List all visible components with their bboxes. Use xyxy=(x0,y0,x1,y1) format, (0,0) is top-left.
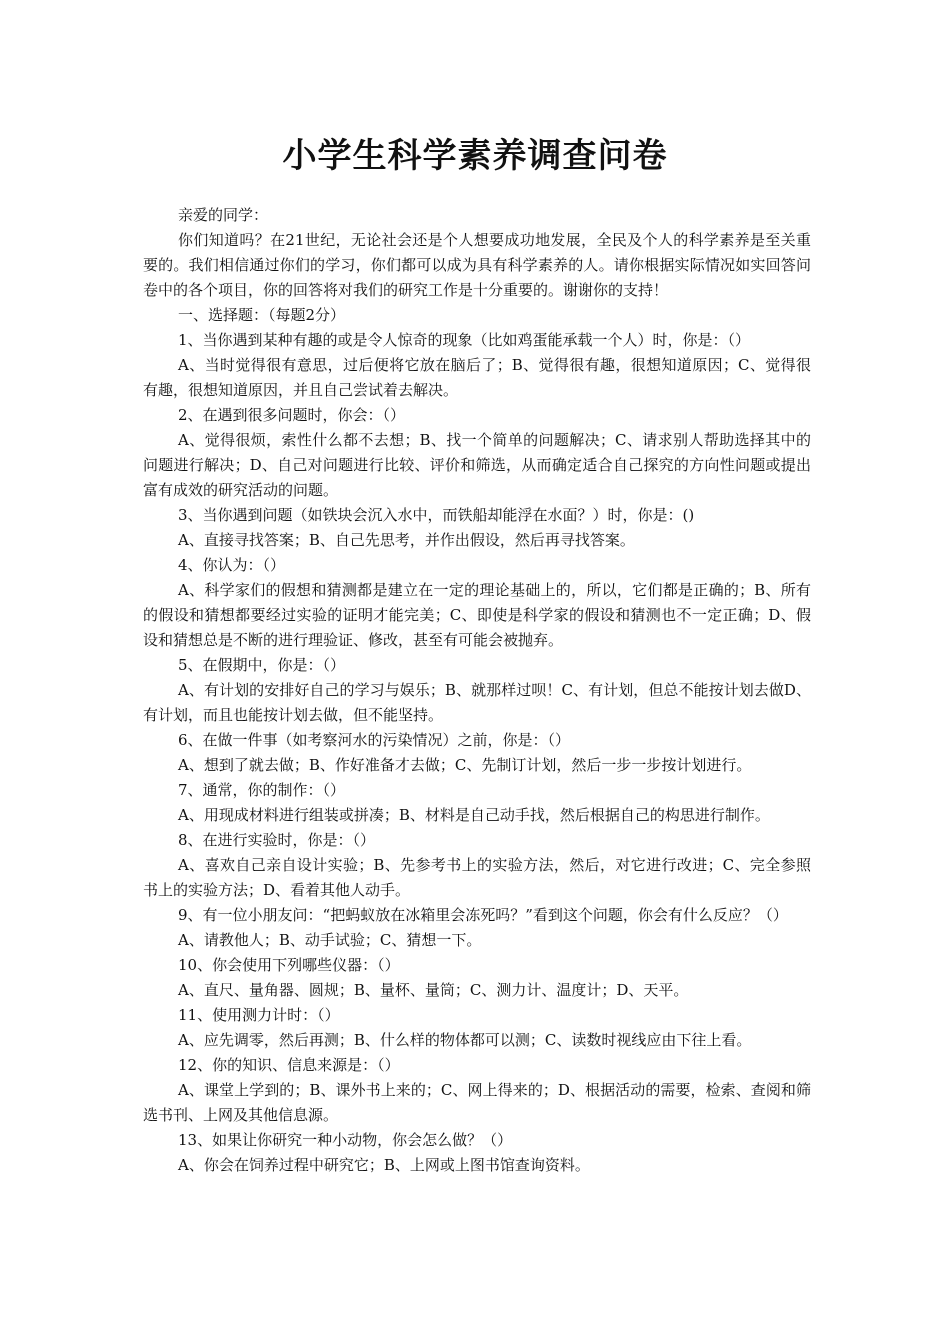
options-1: A、当时觉得很有意思，过后便将它放在脑后了；B、觉得很有趣，很想知道原因；C、觉得很有趣，很想知道原因，并且自己尝试着去解决。 xyxy=(143,356,811,399)
document-body xyxy=(143,203,811,1178)
options-2: A、觉得很烦，索性什么都不去想；B、找一个简单的问题解决；C、请求别人帮助选择其中的问题进行解决；D、自己对问题进行比较、评价和筛选，从而确定适合自己探究的方向性问题或提出富有成效的研究活动的问题。 xyxy=(143,431,811,499)
question-13: 13、如果让你研究一种小动物，你会怎么做？（） xyxy=(178,1131,513,1149)
question-2: 2、在遇到很多问题时，你会：（） xyxy=(178,406,406,424)
question-5: 5、在假期中，你是：（） xyxy=(178,656,346,674)
question-11: 11、使用测力计时：（） xyxy=(178,1006,340,1024)
options-7: A、用现成材料进行组装或拼凑；B、材料是自己动手找，然后根据自己的构思进行制作。 xyxy=(178,806,770,824)
question-7: 7、通常，你的制作：（） xyxy=(178,781,346,799)
question-1: 1、当你遇到某种有趣的或是令人惊奇的现象（比如鸡蛋能承载一个人）时，你是：（） xyxy=(178,331,751,349)
options-10: A、直尺、量角器、圆规；B、量杯、量筒；C、测力计、温度计；D、天平。 xyxy=(178,981,689,999)
options-6: A、想到了就去做；B、作好准备才去做；C、先制订计划，然后一步一步按计划进行。 xyxy=(178,756,752,774)
question-10: 10、你会使用下列哪些仪器：（） xyxy=(178,956,400,974)
options-13: A、你会在饲养过程中研究它；B、上网或上图书馆查询资料。 xyxy=(178,1156,590,1174)
options-11: A、应先调零，然后再测；B、什么样的物体都可以测；C、读数时视线应由下往上看。 xyxy=(178,1031,752,1049)
options-8: A、喜欢自己亲自设计实验；B、先参考书上的实验方法，然后，对它进行改进；C、完全参照书上的实验方法；D、看着其他人动手。 xyxy=(143,856,811,899)
question-9: 9、有一位小朋友问：“把蚂蚁放在冰箱里会冻死吗？”看到这个问题，你会有什么反应？（） xyxy=(178,906,788,924)
options-5: A、有计划的安排好自己的学习与娱乐；B、就那样过呗！C、有计划，但总不能按计划去做D、有计划，而且也能按计划去做，但不能坚持。 xyxy=(143,681,811,724)
question-3: 3、当你遇到问题（如铁块会沉入水中，而铁船却能浮在水面？）时，你是：() xyxy=(178,506,695,524)
options-12: A、课堂上学到的；B、课外书上来的；C、网上得来的；D、根据活动的需要，检索、查阅和筛选书刊、上网及其他信息源。 xyxy=(143,1081,811,1124)
question-4: 4、你认为：（） xyxy=(178,556,286,574)
options-4: A、科学家们的假想和猜测都是建立在一定的理论基础上的，所以，它们都是正确的；B、所有的假设和猜想都要经过实验的证明才能完美；C、即使是科学家的假设和猜测也不一定正确；D、假设和猜想总是不断的进行理验证、修改，甚至有可能会被抛弃。 xyxy=(143,581,811,649)
question-6: 6、在做一件事（如考察河水的污染情况）之前，你是：（） xyxy=(178,731,571,749)
question-12: 12、你的知识、信息来源是：（） xyxy=(178,1056,400,1074)
section-heading: 一、选择题：（每题2分） xyxy=(178,306,346,324)
question-8: 8、在进行实验时，你是：（） xyxy=(178,831,376,849)
intro-paragraph: 你们知道吗？在21世纪，无论社会还是个人想要成功地发展，全民及个人的科学素养是至关重要的。我们相信通过你们的学习，你们都可以成为具有科学素养的人。请你根据实际情况如实回答问卷中的各个项目，你的回答将对我们的研究工作是十分重要的。谢谢你的支持！ xyxy=(143,231,811,299)
page-title: 小学生科学素养调查问卷 xyxy=(282,136,668,176)
options-3: A、直接寻找答案；B、自己先思考，并作出假设，然后再寻找答案。 xyxy=(178,531,635,549)
options-9: A、请教他人；B、动手试验；C、猜想一下。 xyxy=(178,931,482,949)
greeting: 亲爱的同学： xyxy=(178,206,269,224)
